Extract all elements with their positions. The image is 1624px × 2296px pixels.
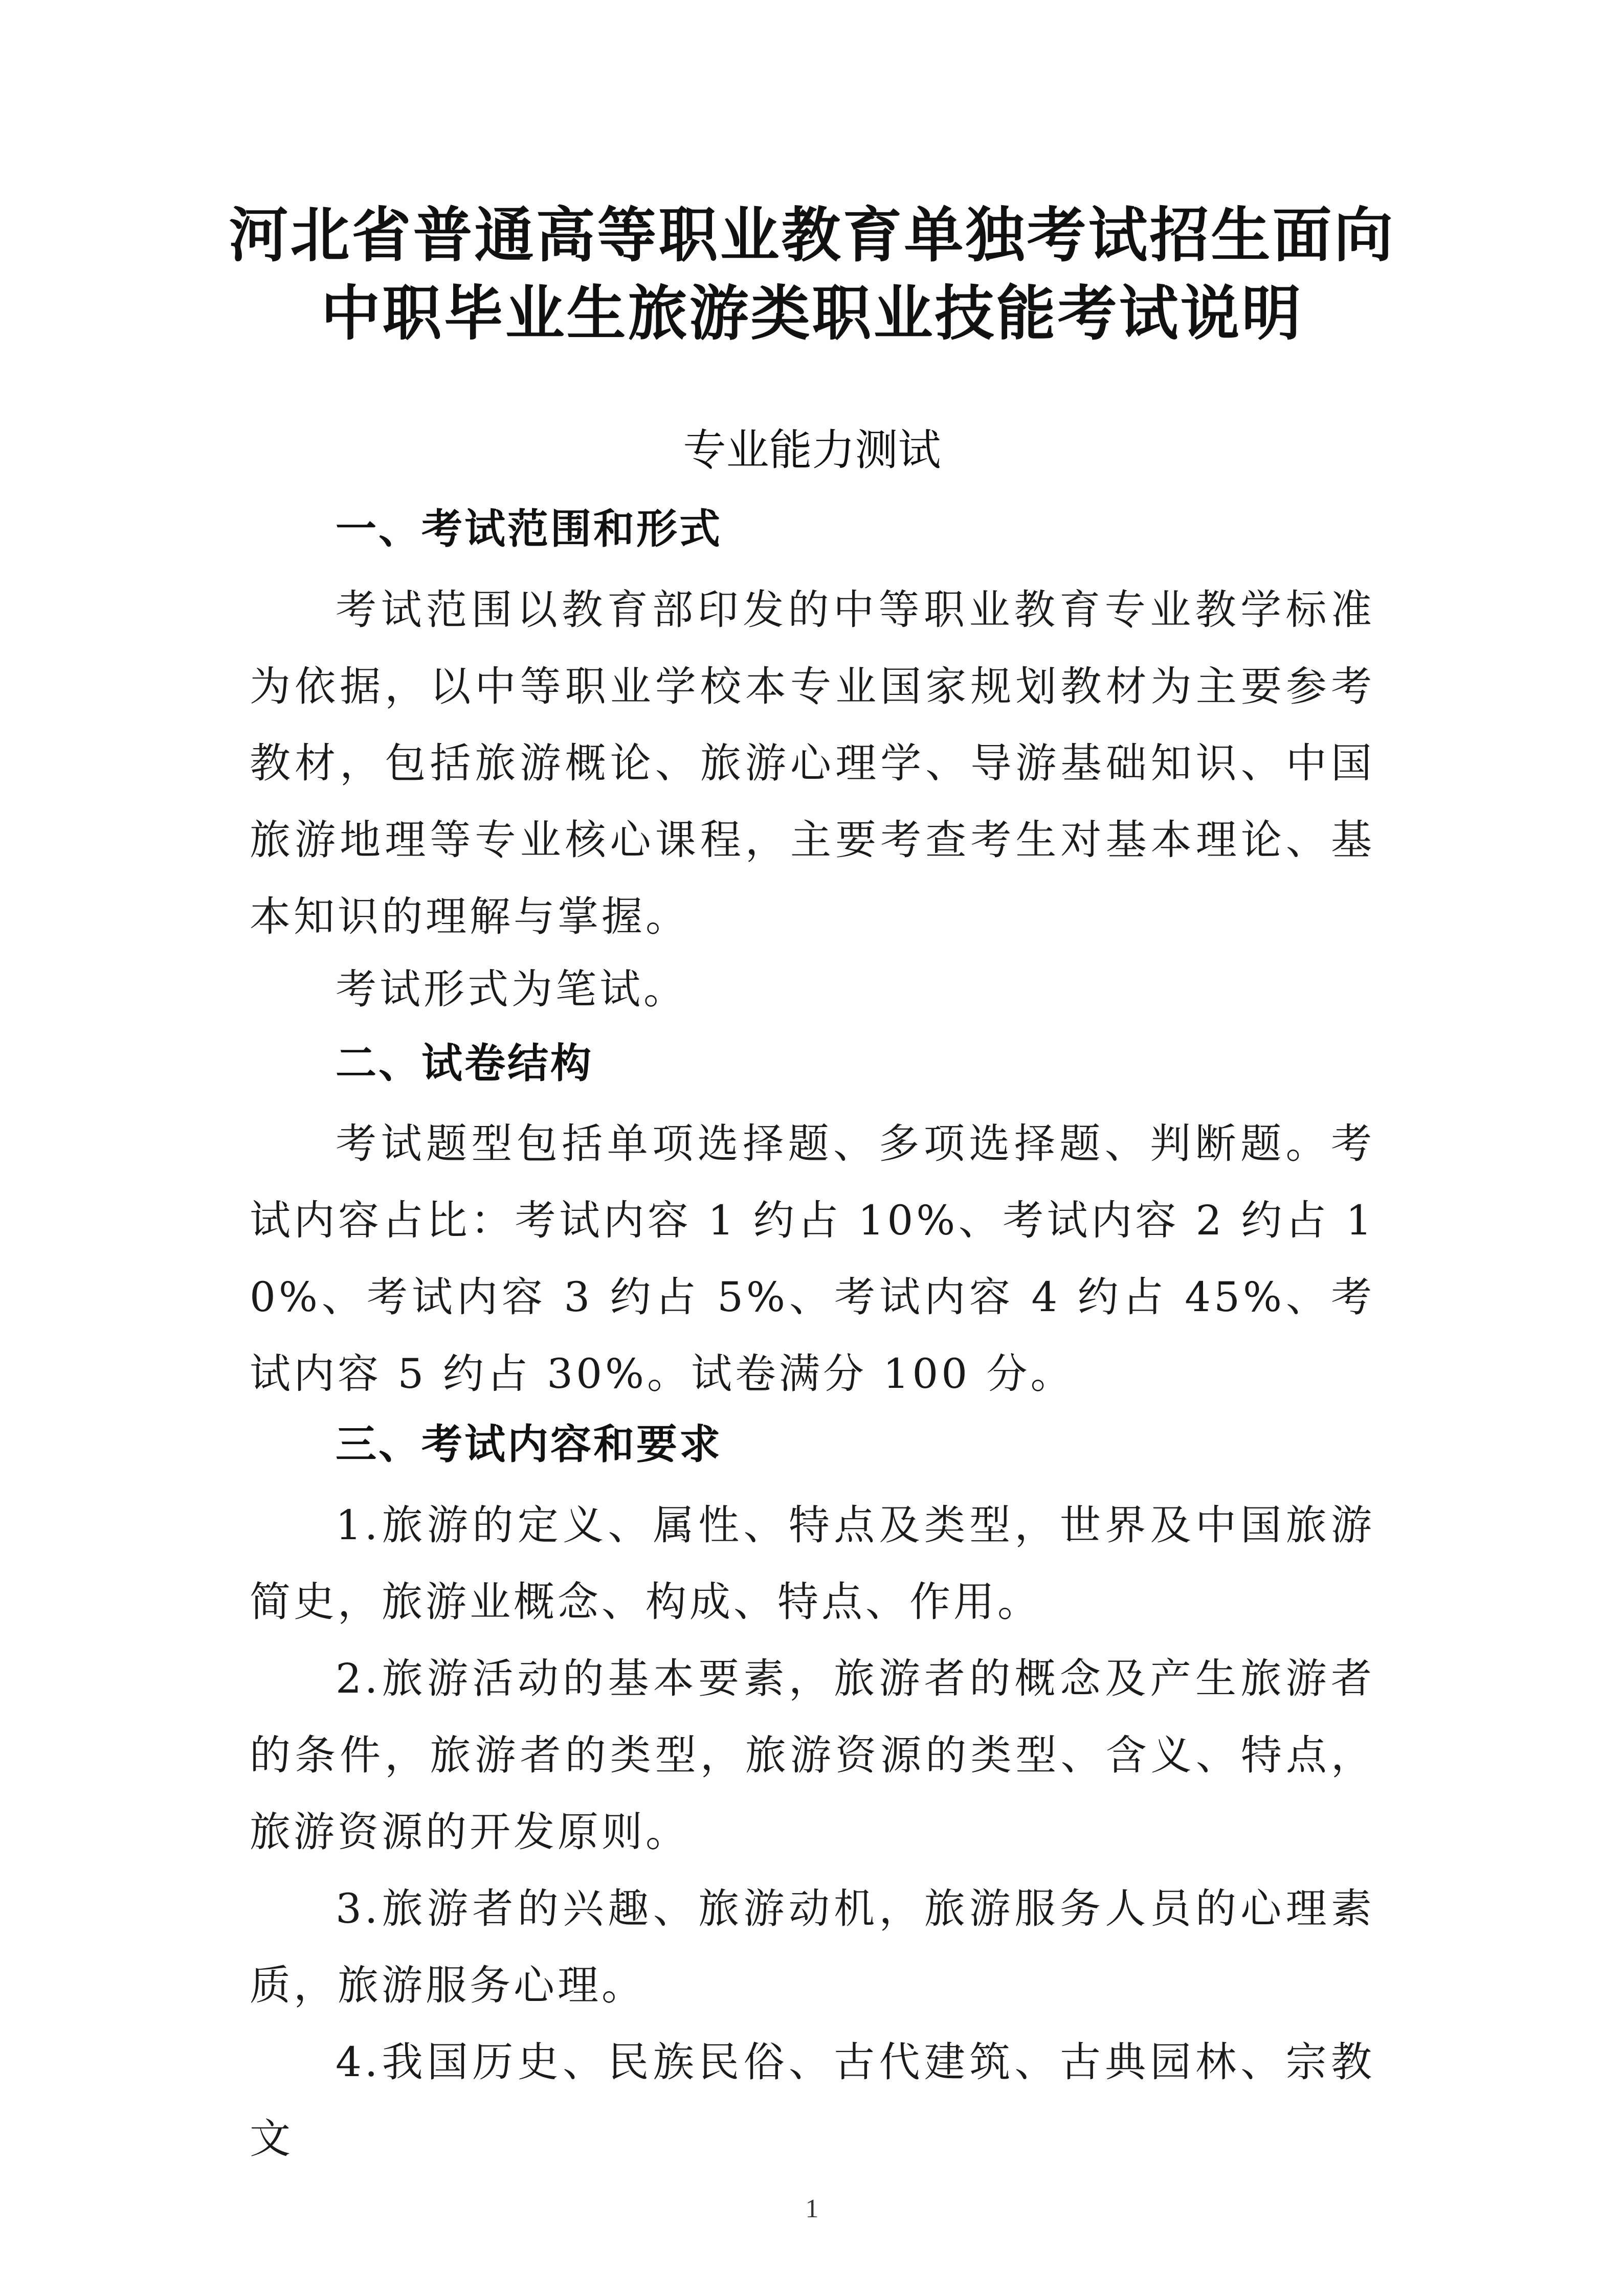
document-subtitle: 专业能力测试	[683, 425, 941, 475]
section-3-item-3: 3.旅游者的兴趣、旅游动机，旅游服务人员的心理素质，旅游服务心理。	[250, 1885, 1375, 2009]
section-1-heading: 一、考试范围和形式	[336, 505, 722, 553]
page-number: 1	[805, 2194, 819, 2223]
section-2-paragraph-1: 考试题型包括单项选择题、多项选择题、判断题。考试内容占比：考试内容 1 约占 10%、考试内容 2 约占 10%、考试内容 3 约占 5%、考试内容 4 约占 45%、考试内容 5 约占 30%。试卷满分 100 分。	[250, 1120, 1375, 1398]
section-3-heading: 三、考试内容和要求	[336, 1421, 722, 1468]
section-3-item-2: 2.旅游活动的基本要素，旅游者的概念及产生旅游者的条件，旅游者的类型，旅游资源的类型、含义、特点，旅游资源的开发原则。	[250, 1655, 1375, 1856]
section-1-paragraph-1: 考试范围以教育部印发的中等职业教育专业教学标准为依据，以中等职业学校本专业国家规划教材为主要参考教材，包括旅游概论、旅游心理学、导游基础知识、中国旅游地理等专业核心课程，主要考查考生对基本理论、基本知识的理解与掌握。	[250, 586, 1375, 940]
section-1-paragraph-2: 考试形式为笔试。	[336, 965, 687, 1013]
document-title-line-2: 中职毕业生旅游类职业技能考试说明	[321, 279, 1303, 348]
section-3-item-1: 1.旅游的定义、属性、特点及类型，世界及中国旅游简史，旅游业概念、构成、特点、作用。	[250, 1501, 1375, 1626]
section-2-heading: 二、试卷结构	[336, 1040, 593, 1087]
section-3-item-4: 4.我国历史、民族民俗、古代建筑、古典园林、宗教文	[250, 2038, 1375, 2163]
document-title-line-1: 河北省普通高等职业教育单独考试招生面向	[229, 200, 1395, 270]
